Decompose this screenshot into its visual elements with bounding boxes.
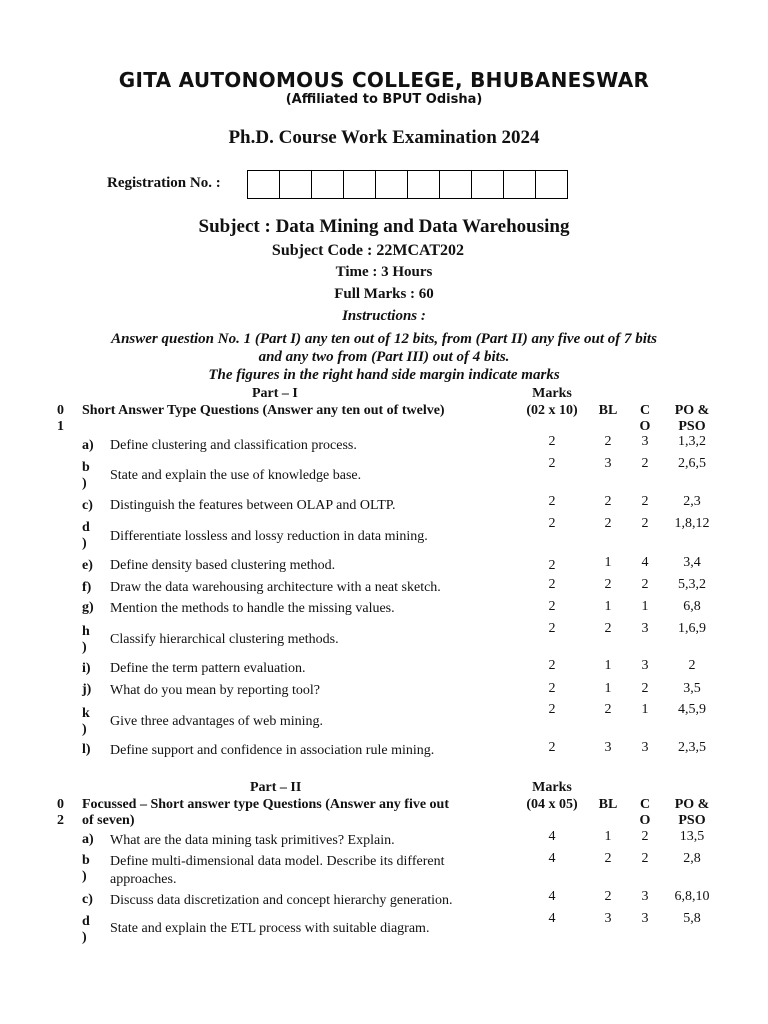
question-marks: 2 (548, 516, 556, 531)
question-label-text: j) (82, 682, 92, 697)
question-text-line: What are the data mining task primitives? Explain. (110, 833, 395, 848)
co-header-line: C (639, 403, 651, 418)
question-marks: 4 (548, 889, 556, 904)
question-marks: 2 (548, 494, 556, 509)
question-text-line: Give three advantages of web mining. (110, 714, 324, 729)
question-marks: 2 (548, 740, 556, 755)
exam-time: Time : 3 Hours (335, 264, 433, 280)
question-co: 3 (641, 740, 649, 755)
qno-digit: 2 (57, 813, 64, 828)
question-co: 2 (641, 681, 649, 696)
affiliation: (Affiliated to BPUT Odisha) (285, 92, 483, 107)
registration-label: Registration No. : (107, 175, 221, 191)
question-text (110, 853, 510, 889)
question-bl: 1 (604, 599, 612, 614)
question-label (82, 460, 90, 492)
question-marks: 2 (548, 577, 556, 592)
question-po: 3,5 (683, 681, 701, 696)
part2-co-header (635, 797, 655, 829)
registration-boxes (247, 170, 568, 199)
question-text (110, 528, 510, 546)
question-label (82, 661, 91, 677)
instructions-text (34, 330, 734, 366)
question-marks: 2 (548, 558, 556, 573)
question-marks: 2 (548, 456, 556, 471)
co-header-line: C (639, 797, 651, 812)
question-co: 1 (641, 599, 649, 614)
question-bl: 1 (604, 829, 612, 844)
question-label-text: b (82, 460, 90, 475)
part1-marks-header: Marks (532, 386, 572, 401)
question-label-text: ) (82, 869, 87, 884)
instructions-title: Instructions : (342, 308, 426, 324)
question-text (110, 437, 510, 455)
question-marks: 2 (548, 702, 556, 717)
question-label (82, 914, 90, 946)
question-bl: 2 (604, 851, 612, 866)
question-text (110, 600, 510, 618)
question-label-text: i) (82, 661, 91, 676)
part1-co-header (635, 403, 655, 435)
question-bl: 1 (604, 658, 612, 673)
registration-digit-box (344, 171, 376, 198)
registration-digit-box (280, 171, 312, 198)
question-text-line: Define the term pattern evaluation. (110, 661, 306, 676)
exam-title: Ph.D. Course Work Examination 2024 (228, 127, 540, 148)
question-po: 6,8 (683, 599, 701, 614)
question-co: 2 (641, 494, 649, 509)
question-label-text: ) (82, 640, 87, 655)
question-bl: 1 (604, 555, 612, 570)
question-label-text: a) (82, 438, 94, 453)
question-label-text: b (82, 853, 90, 868)
question-po: 4,5,9 (678, 702, 706, 717)
registration-digit-box (408, 171, 440, 198)
question-po: 13,5 (679, 829, 705, 844)
part1-marks-scheme: (02 x 10) (526, 403, 578, 418)
full-marks: Full Marks : 60 (334, 286, 434, 302)
question-text (110, 579, 510, 597)
question-label (82, 742, 91, 758)
question-text (110, 742, 510, 760)
part2-marks-scheme: (04 x 05) (526, 797, 578, 812)
question-text-line: What do you mean by reporting tool? (110, 683, 320, 698)
question-text (110, 497, 510, 515)
question-bl: 3 (604, 911, 612, 926)
question-label-text: g) (82, 600, 94, 615)
question-text (110, 467, 510, 485)
registration-digit-box (440, 171, 472, 198)
question-label-text: ) (82, 722, 87, 737)
part2-heading (82, 797, 502, 829)
question-text-line: Define density based clustering method. (110, 558, 336, 573)
question-bl: 2 (604, 889, 612, 904)
question-label-text: e) (82, 558, 93, 573)
question-po: 2 (688, 658, 696, 673)
question-marks: 2 (548, 434, 556, 449)
qno-digit: 1 (57, 419, 64, 434)
question-label-text: c) (82, 892, 93, 907)
question-marks: 2 (548, 599, 556, 614)
question-text-line: State and explain the use of knowledge base. (110, 468, 362, 483)
question-text-line: Draw the data warehousing architecture with a neat sketch. (110, 580, 441, 595)
part1-po-header (666, 403, 718, 435)
question-text-line: Mention the methods to handle the missing values. (110, 601, 395, 616)
part1-title: Part – I (252, 386, 298, 401)
question-marks: 2 (548, 681, 556, 696)
question-marks: 2 (548, 658, 556, 673)
question-label-text: k (82, 706, 90, 721)
question-po: 2,3 (683, 494, 701, 509)
part1-question-number (57, 403, 64, 435)
question-po: 2,3,5 (678, 740, 706, 755)
question-po: 1,6,9 (678, 621, 706, 636)
po-header-line: PSO (678, 419, 706, 434)
question-co: 3 (641, 911, 649, 926)
question-po: 1,8,12 (674, 516, 710, 531)
question-label (82, 600, 94, 616)
question-po: 1,3,2 (678, 434, 706, 449)
question-label-text: a) (82, 832, 94, 847)
question-text (110, 660, 510, 678)
question-label (82, 892, 93, 908)
part2-question-number (57, 797, 64, 829)
po-header-line: PO & (674, 797, 710, 812)
question-label-text: c) (82, 498, 93, 513)
part2-title: Part – II (250, 780, 302, 795)
qno-digit: 0 (57, 797, 64, 812)
question-label (82, 498, 93, 514)
question-text-line: approaches. (110, 872, 177, 887)
question-label-text: d (82, 520, 90, 535)
registration-digit-box (536, 171, 567, 198)
question-bl: 2 (604, 494, 612, 509)
question-po: 5,3,2 (678, 577, 706, 592)
qno-digit: 0 (57, 403, 64, 418)
question-label-text: f) (82, 580, 92, 595)
question-label-text: ) (82, 536, 87, 551)
question-bl: 1 (604, 681, 612, 696)
part2-marks-header: Marks (532, 780, 572, 795)
instructions-line-1: Answer question No. 1 (Part I) any ten out of 12 bits, from (Part II) any five out of 7 bits (111, 331, 657, 347)
question-label-text: h (82, 624, 90, 639)
co-header-line: O (639, 419, 651, 434)
question-text-line: State and explain the ETL process with suitable diagram. (110, 921, 430, 936)
question-label (82, 706, 90, 738)
question-bl: 2 (604, 702, 612, 717)
co-header-line: O (639, 813, 651, 828)
registration-digit-box (504, 171, 536, 198)
question-po: 2,6,5 (678, 456, 706, 471)
question-text-line: Define multi-dimensional data model. Describe its different (110, 854, 445, 869)
subject-title: Subject : Data Mining and Data Warehousing (198, 216, 570, 237)
registration-digit-box (376, 171, 408, 198)
question-label-text: ) (82, 930, 87, 945)
question-po: 2,8 (683, 851, 701, 866)
part1-bl-header: BL (598, 403, 618, 418)
question-po: 6,8,10 (674, 889, 710, 904)
question-co: 3 (641, 889, 649, 904)
registration-digit-box (248, 171, 280, 198)
question-label-text: ) (82, 476, 87, 491)
question-bl: 2 (604, 516, 612, 531)
question-label-text: d (82, 914, 90, 929)
margin-note: The figures in the right hand side margin indicate marks (208, 367, 560, 383)
registration-digit-box (312, 171, 344, 198)
question-text-line: Discuss data discretization and concept hierarchy generation. (110, 893, 453, 908)
registration-digit-box (472, 171, 504, 198)
question-text (110, 713, 510, 731)
question-text-line: Classify hierarchical clustering methods. (110, 632, 339, 647)
question-label-text: l) (82, 742, 91, 757)
question-co: 2 (641, 516, 649, 531)
question-text (110, 892, 510, 910)
question-label (82, 682, 91, 698)
question-marks: 4 (548, 911, 556, 926)
question-marks: 4 (548, 851, 556, 866)
question-bl: 3 (604, 740, 612, 755)
question-co: 1 (641, 702, 649, 717)
question-bl: 2 (604, 621, 612, 636)
question-label (82, 853, 90, 885)
po-header-line: PO & (674, 403, 710, 418)
question-label (82, 438, 94, 454)
question-co: 3 (641, 434, 649, 449)
question-marks: 4 (548, 829, 556, 844)
question-co: 4 (641, 555, 649, 570)
question-label (82, 520, 90, 552)
question-text-line: Define clustering and classification process. (110, 438, 357, 453)
question-co: 3 (641, 658, 649, 673)
question-bl: 2 (604, 434, 612, 449)
question-text-line: Distinguish the features between OLAP and OLTP. (110, 498, 396, 513)
question-co: 2 (641, 829, 649, 844)
question-text (110, 631, 510, 649)
instructions-line-2: and any two from (Part III) out of 4 bits. (258, 349, 510, 365)
question-co: 2 (641, 851, 649, 866)
question-text-line: Define support and confidence in association rule mining. (110, 743, 435, 758)
question-bl: 2 (604, 577, 612, 592)
part2-heading-line: Focussed – Short answer type Questions (Answer any five out (82, 797, 449, 812)
part2-po-header (666, 797, 718, 829)
question-label (82, 832, 94, 848)
question-text (110, 920, 510, 938)
question-label (82, 624, 90, 656)
question-po: 5,8 (683, 911, 701, 926)
question-bl: 3 (604, 456, 612, 471)
question-text (110, 557, 510, 575)
question-marks: 2 (548, 621, 556, 636)
question-text (110, 832, 510, 850)
question-co: 2 (641, 456, 649, 471)
question-co: 3 (641, 621, 649, 636)
question-text (110, 682, 510, 700)
college-name: GITA AUTONOMOUS COLLEGE, BHUBANESWAR (118, 68, 650, 92)
question-text-line: Differentiate lossless and lossy reduction in data mining. (110, 529, 428, 544)
po-header-line: PSO (678, 813, 706, 828)
part1-heading: Short Answer Type Questions (Answer any ten out of twelve) (82, 403, 445, 418)
question-po: 3,4 (683, 555, 701, 570)
question-label (82, 558, 93, 574)
question-label (82, 580, 91, 596)
part2-bl-header: BL (598, 797, 618, 812)
part2-heading-line: of seven) (82, 813, 135, 828)
subject-code: Subject Code : 22MCAT202 (271, 242, 465, 259)
question-co: 2 (641, 577, 649, 592)
